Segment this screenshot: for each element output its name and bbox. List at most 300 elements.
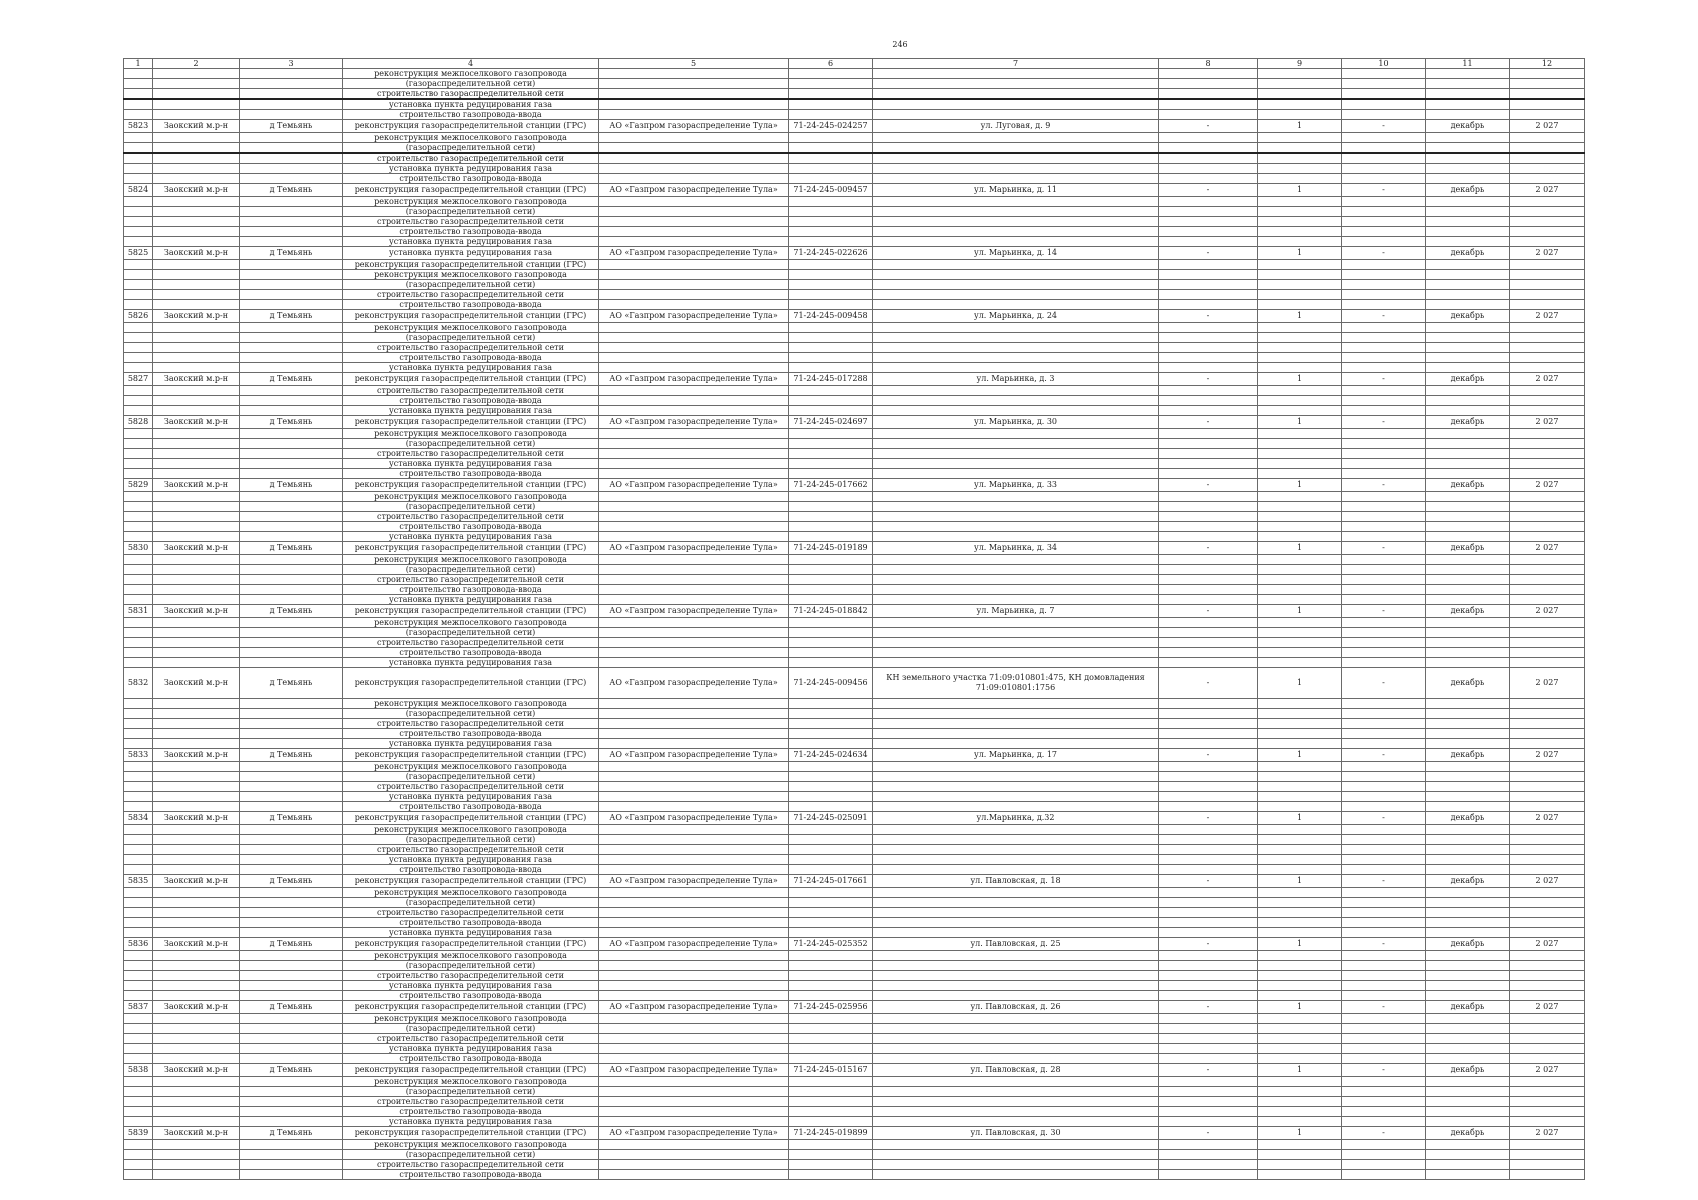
empty-cell: [124, 143, 153, 154]
work-type-cell: установка пункта редуцирования газа: [343, 99, 599, 110]
empty-cell: [153, 492, 240, 502]
empty-cell: [124, 502, 153, 512]
empty-cell: [124, 1024, 153, 1034]
empty-cell: [153, 835, 240, 845]
work-type-cell: (газораспределительной сети): [343, 1087, 599, 1097]
empty-cell: [1342, 323, 1426, 333]
empty-cell: [1159, 469, 1258, 479]
empty-cell: [599, 227, 789, 237]
empty-cell: [599, 638, 789, 648]
district-cell: Заокский м.р-н: [153, 479, 240, 492]
empty-cell: [1510, 918, 1585, 928]
work-type-cell: строительство газопровода-ввода: [343, 227, 599, 237]
empty-cell: [153, 207, 240, 217]
empty-cell: [873, 217, 1159, 227]
address-cell: ул. Луговая, д. 9: [873, 120, 1159, 133]
empty-cell: [1342, 1170, 1426, 1180]
table-row: [124, 247, 1585, 260]
empty-cell: [873, 323, 1159, 333]
empty-cell: [1510, 133, 1585, 143]
empty-cell: [1258, 1087, 1342, 1097]
empty-cell: [153, 1107, 240, 1117]
empty-cell: [153, 802, 240, 812]
empty-cell: [1510, 164, 1585, 174]
settlement-cell: д Темьянь: [240, 1064, 343, 1077]
year-cell: 2 027: [1510, 668, 1585, 699]
empty-cell: [1258, 133, 1342, 143]
empty-cell: [1510, 333, 1585, 343]
empty-cell: [1342, 439, 1426, 449]
empty-cell: [873, 69, 1159, 79]
empty-cell: [873, 522, 1159, 532]
sub-row: [124, 555, 1585, 565]
empty-cell: [873, 971, 1159, 981]
empty-cell: [1426, 174, 1510, 184]
empty-cell: [1258, 565, 1342, 575]
work-type-cell: строительство газораспределительной сети: [343, 575, 599, 585]
empty-cell: [240, 928, 343, 938]
empty-cell: [1426, 1014, 1510, 1024]
empty-cell: [1342, 918, 1426, 928]
empty-cell: [789, 1054, 873, 1064]
empty-cell: [1258, 855, 1342, 865]
empty-cell: [599, 1044, 789, 1054]
empty-cell: [1510, 595, 1585, 605]
empty-cell: [1426, 782, 1510, 792]
code-cell: 71-24-245-025956: [789, 1001, 873, 1014]
empty-cell: [1258, 1054, 1342, 1064]
empty-cell: [873, 1097, 1159, 1107]
empty-cell: [153, 133, 240, 143]
empty-cell: [1510, 1097, 1585, 1107]
empty-cell: [1342, 532, 1426, 542]
empty-cell: [1342, 164, 1426, 174]
empty-cell: [1426, 1097, 1510, 1107]
code-cell: 71-24-245-024257: [789, 120, 873, 133]
empty-cell: [1510, 449, 1585, 459]
empty-cell: [1258, 343, 1342, 353]
table-body: [124, 59, 1585, 1180]
empty-cell: [1159, 449, 1258, 459]
empty-cell: [1510, 502, 1585, 512]
empty-cell: [240, 762, 343, 772]
address-cell: ул. Марьинка, д. 24: [873, 310, 1159, 323]
empty-cell: [1258, 762, 1342, 772]
work-type-cell: реконструкция межпоселкового газопровода: [343, 1014, 599, 1024]
work-type-cell: строительство газопровода-ввода: [343, 1054, 599, 1064]
empty-cell: [240, 290, 343, 300]
empty-cell: [1258, 888, 1342, 898]
empty-cell: [240, 110, 343, 120]
empty-cell: [153, 429, 240, 439]
empty-cell: [153, 918, 240, 928]
work-type-cell: строительство газопровода-ввода: [343, 585, 599, 595]
empty-cell: [124, 802, 153, 812]
empty-cell: [1159, 802, 1258, 812]
district-cell: Заокский м.р-н: [153, 1001, 240, 1014]
work-type-cell: (газораспределительной сети): [343, 898, 599, 908]
empty-cell: [1342, 300, 1426, 310]
empty-cell: [1510, 739, 1585, 749]
empty-cell: [1159, 429, 1258, 439]
empty-cell: [1342, 1024, 1426, 1034]
district-cell: Заокский м.р-н: [153, 247, 240, 260]
empty-cell: [789, 595, 873, 605]
sub-row: [124, 353, 1585, 363]
register-table: [123, 58, 1585, 1180]
empty-cell: [1342, 928, 1426, 938]
empty-cell: [1258, 69, 1342, 79]
empty-cell: [1159, 110, 1258, 120]
empty-cell: [873, 227, 1159, 237]
empty-cell: [153, 772, 240, 782]
empty-cell: [1510, 729, 1585, 739]
district-cell: Заокский м.р-н: [153, 938, 240, 951]
work-type-cell: строительство газораспределительной сети: [343, 153, 599, 164]
empty-cell: [1258, 772, 1342, 782]
sub-row: [124, 762, 1585, 772]
empty-cell: [240, 280, 343, 290]
empty-cell: [789, 110, 873, 120]
empty-cell: [1258, 197, 1342, 207]
table-row: [124, 938, 1585, 951]
empty-cell: [789, 522, 873, 532]
sub-row: [124, 991, 1585, 1001]
empty-cell: [1426, 802, 1510, 812]
col8-cell: -: [1159, 938, 1258, 951]
empty-cell: [873, 343, 1159, 353]
empty-cell: [873, 89, 1159, 100]
empty-cell: [1159, 961, 1258, 971]
empty-cell: [599, 1054, 789, 1064]
empty-cell: [1510, 1034, 1585, 1044]
empty-cell: [124, 343, 153, 353]
empty-cell: [789, 89, 873, 100]
empty-cell: [1258, 638, 1342, 648]
header-cell: 2: [153, 59, 240, 69]
empty-cell: [789, 658, 873, 668]
sub-row: [124, 207, 1585, 217]
empty-cell: [124, 1107, 153, 1117]
empty-cell: [240, 971, 343, 981]
empty-cell: [153, 825, 240, 835]
work-type-cell: реконструкция межпоселкового газопровода: [343, 618, 599, 628]
empty-cell: [789, 237, 873, 247]
work-type-cell: (газораспределительной сети): [343, 502, 599, 512]
header-row: [124, 59, 1585, 69]
address-cell: ул. Марьинка, д. 33: [873, 479, 1159, 492]
work-type-cell: (газораспределительной сети): [343, 439, 599, 449]
empty-cell: [873, 628, 1159, 638]
col9-cell: 1: [1258, 310, 1342, 323]
empty-cell: [124, 855, 153, 865]
empty-cell: [599, 69, 789, 79]
empty-cell: [1342, 110, 1426, 120]
empty-cell: [124, 164, 153, 174]
empty-cell: [1510, 469, 1585, 479]
empty-cell: [599, 512, 789, 522]
empty-cell: [599, 522, 789, 532]
empty-cell: [1258, 300, 1342, 310]
empty-cell: [153, 855, 240, 865]
empty-cell: [1342, 227, 1426, 237]
empty-cell: [1510, 300, 1585, 310]
empty-cell: [873, 270, 1159, 280]
organization-cell: АО «Газпром газораспределение Тула»: [599, 184, 789, 197]
empty-cell: [599, 908, 789, 918]
empty-cell: [1426, 227, 1510, 237]
sub-row: [124, 1117, 1585, 1127]
empty-cell: [1258, 1107, 1342, 1117]
empty-cell: [1159, 512, 1258, 522]
empty-cell: [873, 729, 1159, 739]
empty-cell: [599, 343, 789, 353]
empty-cell: [1510, 396, 1585, 406]
work-type-cell: строительство газопровода-ввода: [343, 802, 599, 812]
empty-cell: [153, 79, 240, 89]
empty-cell: [599, 143, 789, 154]
sub-row: [124, 709, 1585, 719]
empty-cell: [789, 565, 873, 575]
empty-cell: [1510, 1014, 1585, 1024]
empty-cell: [240, 300, 343, 310]
empty-cell: [240, 227, 343, 237]
organization-cell: АО «Газпром газораспределение Тула»: [599, 1127, 789, 1140]
year-cell: 2 027: [1510, 120, 1585, 133]
empty-cell: [789, 898, 873, 908]
work-type-cell: строительство газораспределительной сети: [343, 343, 599, 353]
empty-cell: [1426, 648, 1510, 658]
work-type-cell: строительство газораспределительной сети: [343, 449, 599, 459]
sub-row: [124, 1097, 1585, 1107]
empty-cell: [153, 333, 240, 343]
header-cell: 6: [789, 59, 873, 69]
empty-cell: [1258, 1077, 1342, 1087]
month-cell: декабрь: [1426, 1064, 1510, 1077]
sub-row: [124, 429, 1585, 439]
empty-cell: [1258, 110, 1342, 120]
empty-cell: [124, 353, 153, 363]
sub-row: [124, 772, 1585, 782]
empty-cell: [124, 835, 153, 845]
sub-row: [124, 845, 1585, 855]
empty-cell: [153, 699, 240, 709]
settlement-cell: д Темьянь: [240, 310, 343, 323]
empty-cell: [124, 638, 153, 648]
empty-cell: [599, 835, 789, 845]
empty-cell: [240, 1024, 343, 1034]
organization-cell: АО «Газпром газораспределение Тула»: [599, 479, 789, 492]
empty-cell: [1159, 353, 1258, 363]
address-cell: ул.Марьинка, д.32: [873, 812, 1159, 825]
empty-cell: [124, 396, 153, 406]
sub-row: [124, 153, 1585, 164]
empty-cell: [1159, 729, 1258, 739]
sub-row: [124, 638, 1585, 648]
sub-row: [124, 865, 1585, 875]
empty-cell: [1426, 835, 1510, 845]
empty-cell: [1510, 79, 1585, 89]
empty-cell: [1258, 951, 1342, 961]
empty-cell: [1258, 555, 1342, 565]
empty-cell: [1258, 270, 1342, 280]
empty-cell: [1342, 1044, 1426, 1054]
empty-cell: [789, 845, 873, 855]
empty-cell: [873, 79, 1159, 89]
empty-cell: [1426, 739, 1510, 749]
empty-cell: [873, 164, 1159, 174]
sub-row: [124, 89, 1585, 100]
sub-row: [124, 1087, 1585, 1097]
empty-cell: [1159, 1097, 1258, 1107]
settlement-cell: д Темьянь: [240, 373, 343, 386]
year-cell: 2 027: [1510, 875, 1585, 888]
work-type-cell: установка пункта редуцирования газа: [343, 532, 599, 542]
empty-cell: [789, 1140, 873, 1150]
col9-cell: 1: [1258, 812, 1342, 825]
empty-cell: [124, 1150, 153, 1160]
empty-cell: [240, 396, 343, 406]
col9-cell: 1: [1258, 875, 1342, 888]
work-type-cell: строительство газораспределительной сети: [343, 908, 599, 918]
empty-cell: [873, 555, 1159, 565]
work-type-cell: установка пункта редуцирования газа: [343, 406, 599, 416]
work-type-cell: (газораспределительной сети): [343, 1024, 599, 1034]
address-cell: КН земельного участка 71:09:010801:475, КН домовладения 71:09:010801:1756: [873, 668, 1159, 699]
header-cell: 9: [1258, 59, 1342, 69]
empty-cell: [1342, 280, 1426, 290]
month-cell: декабрь: [1426, 1127, 1510, 1140]
empty-cell: [599, 618, 789, 628]
sub-row: [124, 1077, 1585, 1087]
empty-cell: [1159, 406, 1258, 416]
empty-cell: [1342, 628, 1426, 638]
col9-cell: 1: [1258, 938, 1342, 951]
empty-cell: [789, 782, 873, 792]
empty-cell: [124, 459, 153, 469]
empty-cell: [1426, 1054, 1510, 1064]
empty-cell: [1159, 792, 1258, 802]
empty-cell: [1510, 143, 1585, 154]
empty-cell: [153, 153, 240, 164]
header-cell: 3: [240, 59, 343, 69]
empty-cell: [789, 502, 873, 512]
empty-cell: [1426, 99, 1510, 110]
col10-cell: -: [1342, 875, 1426, 888]
empty-cell: [240, 981, 343, 991]
sub-row: [124, 300, 1585, 310]
empty-cell: [789, 532, 873, 542]
empty-cell: [124, 227, 153, 237]
empty-cell: [153, 502, 240, 512]
table-row: [124, 184, 1585, 197]
empty-cell: [1342, 845, 1426, 855]
empty-cell: [1159, 99, 1258, 110]
district-cell: Заокский м.р-н: [153, 812, 240, 825]
empty-cell: [153, 89, 240, 100]
empty-cell: [153, 628, 240, 638]
sub-row: [124, 260, 1585, 270]
work-type-cell: реконструкция межпоселкового газопровода: [343, 1140, 599, 1150]
empty-cell: [873, 1034, 1159, 1044]
empty-cell: [124, 628, 153, 638]
empty-cell: [1426, 522, 1510, 532]
empty-cell: [240, 1107, 343, 1117]
empty-cell: [153, 739, 240, 749]
empty-cell: [1426, 207, 1510, 217]
empty-cell: [789, 1034, 873, 1044]
empty-cell: [1159, 270, 1258, 280]
empty-cell: [240, 991, 343, 1001]
row-number: 5824: [124, 184, 153, 197]
empty-cell: [240, 782, 343, 792]
col9-cell: 1: [1258, 479, 1342, 492]
sub-row: [124, 280, 1585, 290]
empty-cell: [599, 825, 789, 835]
empty-cell: [599, 628, 789, 638]
empty-cell: [153, 585, 240, 595]
address-cell: ул. Марьинка, д. 11: [873, 184, 1159, 197]
work-type-cell: реконструкция межпоселкового газопровода: [343, 825, 599, 835]
empty-cell: [1510, 908, 1585, 918]
empty-cell: [153, 928, 240, 938]
year-cell: 2 027: [1510, 479, 1585, 492]
empty-cell: [124, 197, 153, 207]
empty-cell: [153, 386, 240, 396]
empty-cell: [1159, 89, 1258, 100]
empty-cell: [599, 532, 789, 542]
row-number: 5834: [124, 812, 153, 825]
empty-cell: [153, 260, 240, 270]
empty-cell: [1510, 648, 1585, 658]
empty-cell: [1258, 575, 1342, 585]
settlement-cell: д Темьянь: [240, 416, 343, 429]
empty-cell: [1342, 618, 1426, 628]
empty-cell: [1159, 618, 1258, 628]
month-cell: декабрь: [1426, 184, 1510, 197]
work-type-cell: установка пункта редуцирования газа: [343, 739, 599, 749]
empty-cell: [124, 1054, 153, 1064]
empty-cell: [153, 961, 240, 971]
empty-cell: [124, 492, 153, 502]
empty-cell: [599, 1034, 789, 1044]
empty-cell: [873, 835, 1159, 845]
empty-cell: [1342, 89, 1426, 100]
empty-cell: [1342, 502, 1426, 512]
empty-cell: [599, 237, 789, 247]
year-cell: 2 027: [1510, 1064, 1585, 1077]
col8-cell: -: [1159, 749, 1258, 762]
empty-cell: [599, 729, 789, 739]
empty-cell: [789, 174, 873, 184]
empty-cell: [789, 928, 873, 938]
empty-cell: [1426, 280, 1510, 290]
work-type-cell: реконструкция газораспределительной станции (ГРС): [343, 875, 599, 888]
empty-cell: [1342, 1150, 1426, 1160]
empty-cell: [1426, 792, 1510, 802]
empty-cell: [1258, 898, 1342, 908]
empty-cell: [1426, 110, 1510, 120]
work-type-cell: реконструкция газораспределительной станции (ГРС): [343, 542, 599, 555]
settlement-cell: д Темьянь: [240, 668, 343, 699]
empty-cell: [153, 197, 240, 207]
empty-cell: [153, 522, 240, 532]
empty-cell: [1342, 991, 1426, 1001]
work-type-cell: строительство газораспределительной сети: [343, 1034, 599, 1044]
empty-cell: [599, 709, 789, 719]
empty-cell: [599, 991, 789, 1001]
empty-cell: [240, 845, 343, 855]
